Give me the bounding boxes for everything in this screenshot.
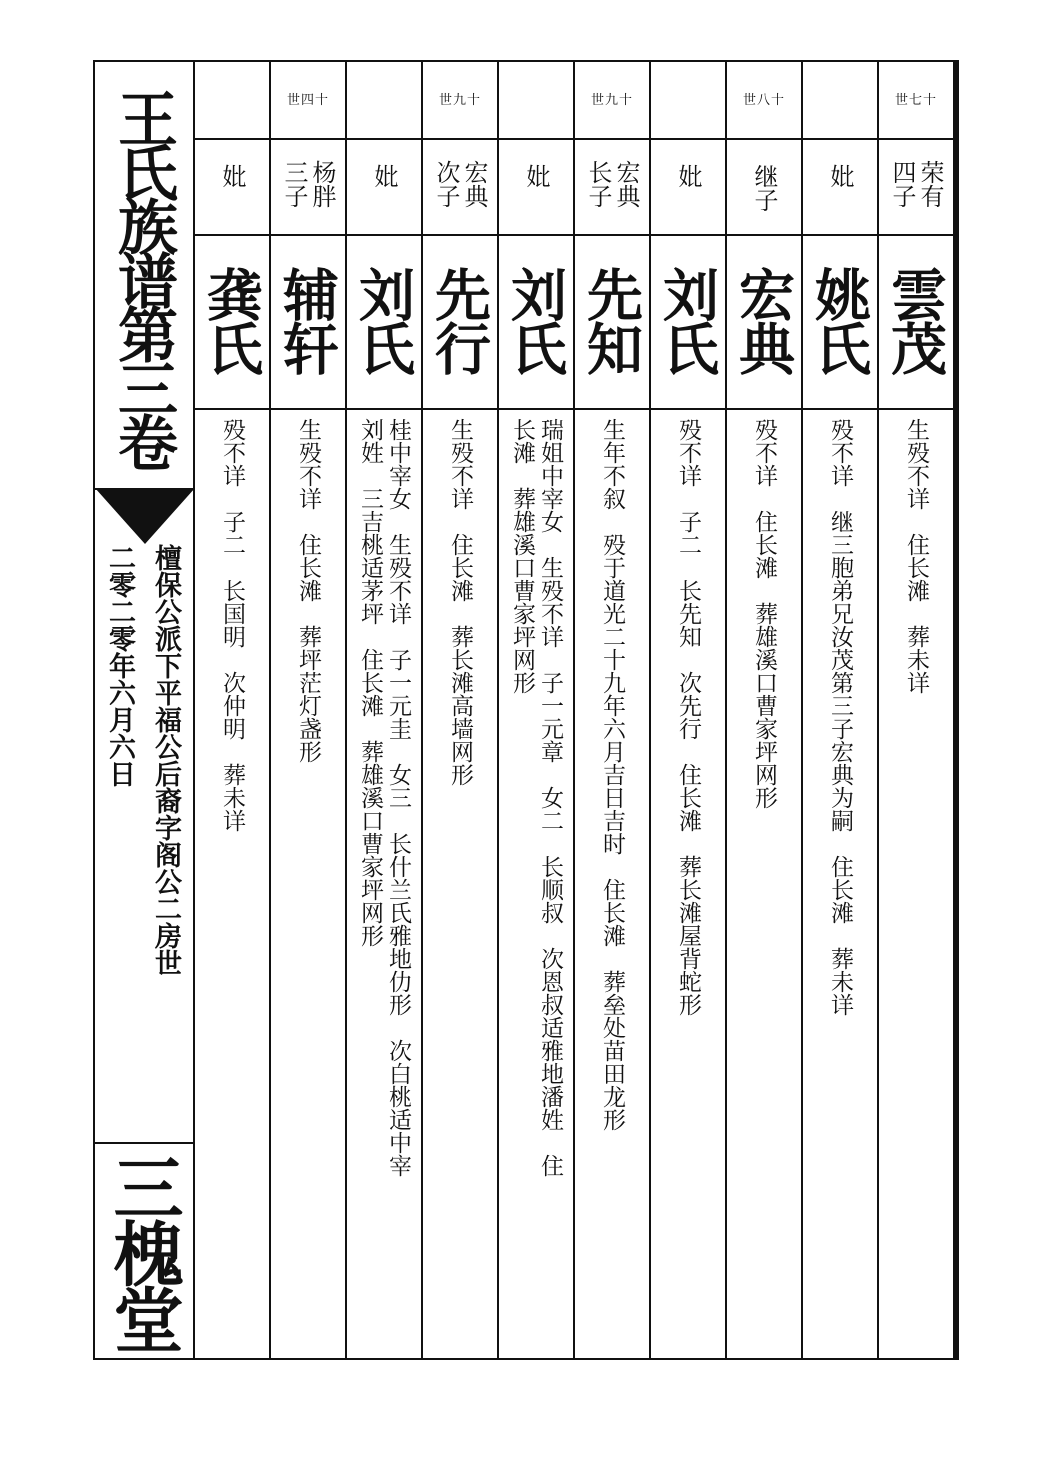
person-name: 雲茂 <box>882 266 948 374</box>
relation-label: 杨胖 三子 <box>280 160 336 208</box>
bio-cell <box>575 410 649 1358</box>
relation-label: 妣 <box>826 164 854 188</box>
person-biography: 殁不详 住长滩 葬雄溪口曹家坪网形 <box>751 418 777 809</box>
person-name: 辅轩 <box>274 266 340 374</box>
person-name: 先知 <box>578 266 644 374</box>
person-biography: 生年不叙 殁于道光二十九年六月吉日吉时 住长滩 葬垒处苗田龙形 <box>599 418 625 1131</box>
relation-cell <box>347 140 421 236</box>
person-name: 刘氏 <box>502 266 568 374</box>
person-column <box>271 62 347 1358</box>
title-triangle-ornament <box>95 488 195 544</box>
person-biography: 生殁不详 住长滩 葬长滩高墙网形 <box>447 418 473 786</box>
person-column <box>575 62 651 1358</box>
generation-label <box>499 62 573 140</box>
person-biography: 殁不详 子二 长先知 次先行 住长滩 葬长滩屋背蛇形 <box>675 418 701 1016</box>
name-cell <box>195 236 269 410</box>
relation-label: 荣有 四子 <box>888 160 944 208</box>
relation-label: 妣 <box>674 164 702 188</box>
relation-label: 妣 <box>218 164 246 188</box>
name-cell <box>879 236 953 410</box>
relation-cell <box>879 140 953 236</box>
person-column <box>879 62 955 1358</box>
relation-cell <box>423 140 497 236</box>
person-column <box>803 62 879 1358</box>
bio-cell <box>879 410 953 1358</box>
bio-cell <box>423 410 497 1358</box>
generation-label <box>803 62 877 140</box>
person-column <box>195 62 271 1358</box>
bio-cell <box>347 410 421 1358</box>
relation-label: 宏典 次子 <box>432 160 488 208</box>
genealogy-table <box>195 62 955 1358</box>
bio-cell <box>803 410 877 1358</box>
name-cell <box>271 236 345 410</box>
title-subtitle-block <box>95 544 193 1134</box>
relation-label: 妣 <box>370 164 398 188</box>
genealogy-page-frame <box>93 60 957 1360</box>
name-cell <box>347 236 421 410</box>
bio-cell <box>727 410 801 1358</box>
person-column <box>727 62 803 1358</box>
relation-cell <box>727 140 801 236</box>
person-column <box>347 62 423 1358</box>
person-biography: 生殁不详 住长滩 葬坪茫灯盏形 <box>295 418 321 763</box>
person-biography: 桂中宰女 生殁不详 子一元圭 女三 长什兰氏雅地仂形 次白桃适中宰 刘姓 三吉桃适茅坪 住长滩 葬雄溪口曹家坪网形 <box>357 418 411 1177</box>
person-name: 宏典 <box>730 266 796 374</box>
bio-cell <box>271 410 345 1358</box>
page-edge-rule <box>957 60 959 1360</box>
generation-label <box>195 62 269 140</box>
bio-cell <box>499 410 573 1358</box>
generation-label: 世九十 <box>423 62 497 140</box>
relation-cell <box>651 140 725 236</box>
generation-label <box>347 62 421 140</box>
person-column <box>499 62 575 1358</box>
relation-cell <box>195 140 269 236</box>
relation-cell <box>575 140 649 236</box>
relation-label: 妣 <box>522 164 550 188</box>
name-cell <box>423 236 497 410</box>
name-cell <box>727 236 801 410</box>
generation-label: 世四十 <box>271 62 345 140</box>
person-column <box>423 62 499 1358</box>
name-cell <box>575 236 649 410</box>
person-biography: 生殁不详 住长滩 葬未详 <box>903 418 929 694</box>
hall-name: 三槐堂 <box>102 1152 185 1350</box>
person-name: 先行 <box>426 266 492 374</box>
bio-cell <box>195 410 269 1358</box>
name-cell <box>651 236 725 410</box>
book-title: 王氏族谱第三卷 <box>108 88 178 466</box>
person-column <box>651 62 727 1358</box>
person-biography: 殁不详 继三胞弟兄汝茂第三子宏典为嗣 住长滩 葬未详 <box>827 418 853 1016</box>
relation-cell <box>499 140 573 236</box>
generation-label: 世七十 <box>879 62 953 140</box>
person-biography: 殁不详 子二 长国明 次仲明 葬未详 <box>219 418 245 832</box>
relation-label: 继子 <box>750 164 778 212</box>
compile-date: 二零二零年六月六日 <box>104 544 135 787</box>
relation-label: 宏典 长子 <box>584 160 640 208</box>
bio-cell <box>651 410 725 1358</box>
generation-label: 世九十 <box>575 62 649 140</box>
generation-label <box>651 62 725 140</box>
relation-cell <box>803 140 877 236</box>
name-cell <box>499 236 573 410</box>
relation-cell <box>271 140 345 236</box>
title-column <box>95 62 195 1358</box>
branch-lineage-text: 檀保公派下平福公后裔字阁公二房世 <box>150 544 181 976</box>
person-name: 姚氏 <box>806 266 872 374</box>
person-name: 刘氏 <box>350 266 416 374</box>
generation-label: 世八十 <box>727 62 801 140</box>
person-name: 刘氏 <box>654 266 720 374</box>
name-cell <box>803 236 877 410</box>
person-biography: 瑞姐中宰女 生殁不详 子一元章 女二 长顺叔 次恩叔适雅地潘姓 住 长滩 葬雄溪口曹家坪网形 <box>509 418 563 1177</box>
person-name: 龚氏 <box>198 266 264 374</box>
